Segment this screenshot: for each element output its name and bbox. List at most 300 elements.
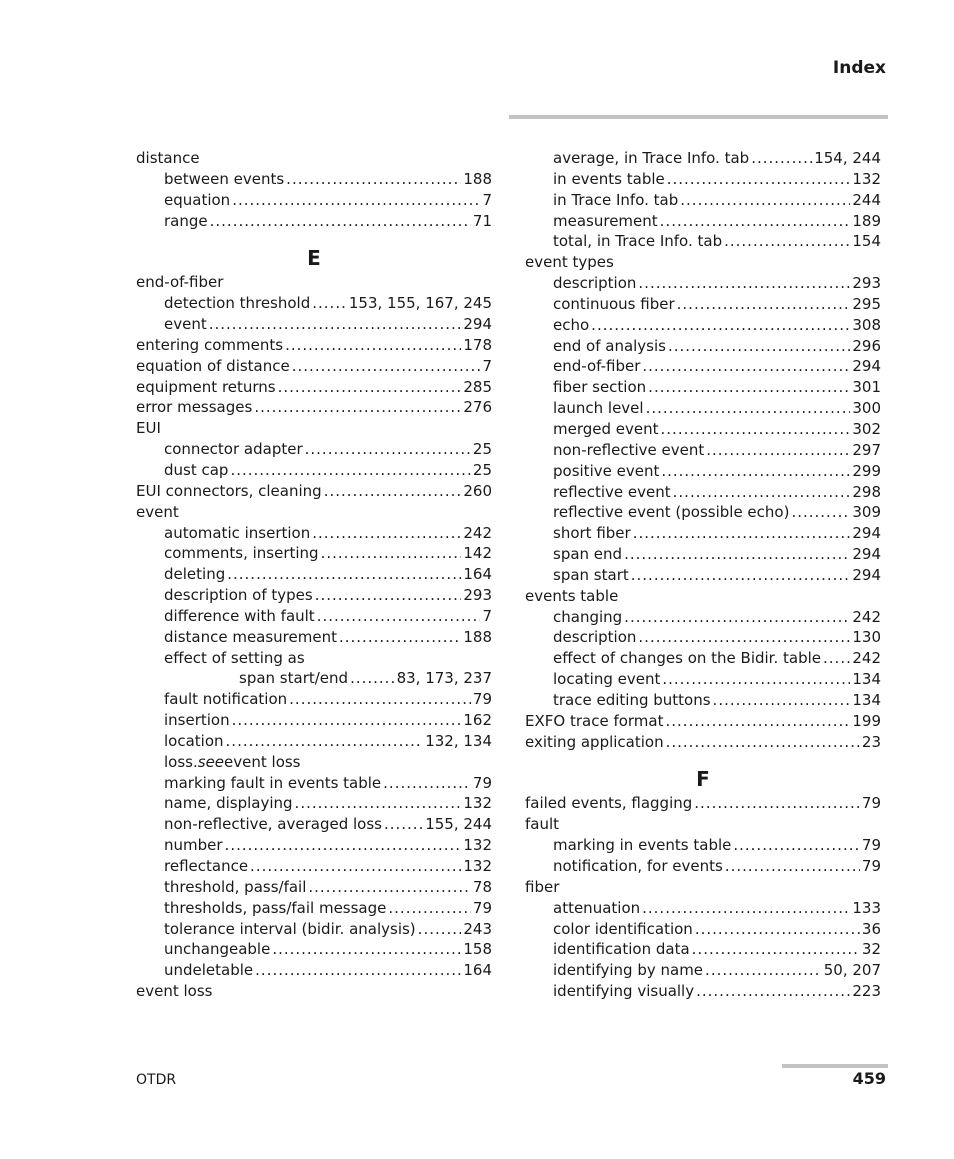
index-term: echo [553,315,590,334]
page-reference: 242 [852,649,881,668]
index-term: undeletable [164,961,254,980]
index-term: end of analysis [553,336,666,355]
index-term: non-reflective event [553,440,705,459]
index-term: average, in Trace Info. tab [553,149,750,167]
dot-leader [660,211,851,232]
index-entry [525,482,881,503]
index-entry [525,793,881,814]
page-reference: 302 [852,419,881,438]
index-term: equipment returns [136,377,276,396]
dot-leader [225,835,462,856]
index-entry [136,710,492,731]
index-entry [525,336,881,357]
dot-leader [666,732,860,753]
page-reference: 7 [482,606,492,625]
index-entry [136,543,492,564]
dot-leader [312,523,461,544]
index-entry [525,169,881,190]
index-entry [136,335,492,356]
index-term: description [553,274,637,293]
page-reference: 301 [852,378,881,397]
index-entry [525,856,881,877]
index-entry [525,627,881,648]
index-term: comments, inserting [164,544,319,563]
index-term: end-of-fiber [553,357,641,376]
index-term: notification, for events [553,857,723,875]
dot-leader [232,710,462,731]
dot-leader [232,190,480,211]
index-entry [525,607,881,628]
page-reference: 244 [852,190,881,209]
page-reference: 32 [861,940,881,959]
page-reference: 50, 207 [823,961,881,980]
index-term: difference with fault [164,606,315,625]
index-term: thresholds, pass/fail message [164,898,387,917]
dot-leader [633,523,851,544]
index-entry [525,398,881,419]
index-term: merged event [553,419,659,438]
page-reference: 7 [482,356,492,375]
page-reference: 25 [472,440,492,459]
index-term: identifying by name [553,961,704,980]
index-entry [136,397,492,418]
page-reference: 243 [463,919,492,938]
index-entry [525,440,881,461]
page-reference: 158 [463,940,492,959]
index-term: error messages [136,398,253,417]
index-entry [136,293,492,314]
index-entry [525,273,881,294]
index-term: locating event [553,670,661,689]
index-entry [525,565,881,586]
dot-leader [631,565,851,586]
dot-leader [210,211,471,232]
index-entry [525,732,881,753]
page-reference: 79 [472,898,492,917]
index-term: span start [553,565,629,584]
index-term: span start/end [239,669,349,688]
page-reference: 132 [463,836,492,855]
dot-leader [638,627,850,648]
index-entry [136,648,492,669]
page-reference: 154 [852,232,881,251]
index-entry [136,898,492,919]
dot-leader [591,315,850,336]
page-reference: 134 [852,670,881,689]
dot-leader [317,606,481,627]
index-term: event types [525,253,614,272]
dot-leader [315,585,462,606]
page-reference: 294 [852,524,881,543]
page-reference: 7 [482,190,492,209]
index-term: equation [164,190,231,209]
index-term: tolerance interval (bidir. analysis) [164,919,416,938]
page-reference: 79 [861,836,881,855]
index-entry [525,981,881,1002]
index-term: trace editing buttons [553,690,711,709]
index-entry [525,315,881,336]
index-entry [136,314,492,335]
page-reference: 164 [463,565,492,584]
dot-leader [751,148,812,169]
index-term: failed events, flagging [525,794,693,813]
dot-leader [388,898,471,919]
footer-rule [782,1064,888,1068]
index-entry [525,231,881,252]
page-reference: 308 [852,315,881,334]
index-entry [136,731,492,752]
index-term: identifying visually [553,982,695,1001]
index-entry [525,669,881,690]
index-term: marking fault in events table [164,773,382,792]
index-term: reflective event [553,482,671,501]
page-reference: 199 [852,711,881,730]
page-reference: 78 [472,877,492,896]
index-term: exiting application [525,732,664,751]
dot-leader [706,440,850,461]
dot-leader [321,543,462,564]
page-reference: 294 [463,315,492,334]
index-term: effect of setting as [164,648,305,667]
index-entry [136,377,492,398]
index-term: EUI connectors, cleaning [136,481,322,500]
index-term: fault [525,815,560,834]
index-column-right [525,148,881,1002]
dot-leader [646,398,851,419]
index-entry [525,502,881,523]
index-entry [136,668,492,689]
index-term: unchangeable [164,940,271,959]
dot-leader [285,335,461,356]
dot-leader [705,960,822,981]
index-term: location [164,731,224,750]
section-letter: F [696,767,710,792]
dot-leader [694,793,860,814]
index-term: connector adapter [164,440,303,459]
index-term: total, in Trace Info. tab [553,232,723,251]
footer-product-name: OTDR [136,1072,177,1088]
index-term: description [553,628,637,647]
index-term: EXFO trace format [525,711,664,730]
dot-leader [286,169,461,190]
dot-leader [713,690,851,711]
index-term: launch level [553,399,644,418]
index-term: color identification [553,919,693,938]
dot-leader [624,607,850,628]
index-entry [525,586,881,607]
index-term: equation of distance [136,356,290,375]
page-reference: 79 [861,794,881,813]
index-entry [136,439,492,460]
index-term: dust cap [164,460,229,479]
index-entry [136,585,492,606]
dot-leader [339,627,461,648]
page-reference: 79 [472,773,492,792]
page-reference: 132 [852,169,881,188]
index-entry [136,211,492,232]
dot-leader [295,793,462,814]
page-reference: 276 [463,398,492,417]
index-entry [525,939,881,960]
page-reference: 25 [472,460,492,479]
index-term: continuous fiber [553,294,675,313]
dot-leader [642,356,850,377]
index-term: short fiber [553,524,631,543]
index-entry [136,502,492,523]
index-entry [136,606,492,627]
index-term: between events [164,169,285,188]
page-reference: 79 [472,690,492,709]
index-entry [525,419,881,440]
index-entry [136,356,492,377]
dot-leader [692,939,860,960]
dot-leader [624,544,850,565]
page-reference: 133 [852,898,881,917]
index-entry [136,460,492,481]
index-term: event [136,502,179,521]
index-term: range [164,211,208,230]
dot-leader [292,356,481,377]
index-term: name, displaying [164,794,293,813]
dot-leader [227,564,461,585]
page-header-title: Index [832,58,886,78]
index-term: changing [553,607,623,626]
index-entry [136,564,492,585]
dot-leader [724,231,850,252]
dot-leader [638,273,850,294]
dot-leader [384,814,423,835]
index-entry [136,272,492,293]
page-reference: 300 [852,399,881,418]
index-term: event loss [136,982,213,1001]
page-reference: 294 [852,545,881,564]
dot-leader [254,397,461,418]
page-reference: 23 [861,732,881,751]
index-term: identification data [553,940,690,959]
dot-leader [661,419,851,440]
index-term: EUI [136,419,161,438]
dot-leader [350,668,395,689]
index-entry [136,773,492,794]
page-reference: 134 [852,690,881,709]
index-term: fault notification [164,690,288,709]
dot-leader [255,960,461,981]
index-entry [525,919,881,940]
page-reference: 188 [463,627,492,646]
page-reference: 294 [852,357,881,376]
dot-leader [673,482,851,503]
index-entry [525,690,881,711]
index-entry [525,835,881,856]
index-term: fiber section [553,378,647,397]
index-entry [136,793,492,814]
dot-leader [648,377,850,398]
index-entry [525,294,881,315]
dot-leader [418,919,462,940]
page-reference: 36 [861,919,881,938]
dot-leader [278,377,462,398]
index-term: deleting [164,565,226,584]
page-reference: 298 [852,482,881,501]
dot-leader [662,669,850,690]
index-entry [136,960,492,981]
index-entry [525,648,881,669]
dot-leader [696,981,850,1002]
index-entry [525,252,881,273]
page-reference: 285 [463,377,492,396]
index-entry [525,960,881,981]
index-term: description of types [164,586,313,605]
dot-leader [289,689,471,710]
page-reference: 296 [852,336,881,355]
dot-leader [230,460,470,481]
index-entry [136,856,492,877]
index-term: reflectance [164,857,249,875]
page-number: 459 [852,1069,886,1088]
page-reference: 294 [852,565,881,584]
index-term: number [164,836,223,855]
index-entry [136,939,492,960]
page-reference: 293 [852,274,881,293]
index-term: positive event [553,461,660,480]
dot-leader [642,898,850,919]
index-entry [136,523,492,544]
dot-leader [823,648,850,669]
index-entry [136,190,492,211]
index-entry [136,835,492,856]
index-entry [136,481,492,502]
dot-leader [668,336,850,357]
see-reference-word: see [197,752,225,771]
index-term: automatic insertion [164,523,311,542]
dot-leader [677,294,851,315]
index-term: reflective event (possible echo) [553,503,790,522]
page-reference: 130 [852,628,881,647]
dot-leader [733,835,860,856]
index-term: span end [553,545,623,564]
page-reference: 260 [463,481,492,500]
dot-leader [791,502,850,523]
page-reference: 223 [852,982,881,1001]
index-entry [136,877,492,898]
page-reference: 299 [852,461,881,480]
page-reference: 153, 155, 167, 245 [348,294,492,313]
index-term: measurement [553,211,658,230]
page-reference: 293 [463,586,492,605]
index-entry [525,523,881,544]
page-reference: 132 [463,794,492,813]
dot-leader [209,314,462,335]
dot-leader [226,731,424,752]
dot-leader [661,461,850,482]
page-reference: 79 [861,857,881,875]
index-entry [525,544,881,565]
index-entry [525,814,881,835]
page-reference: 142 [463,544,492,563]
index-term: events table [525,586,619,605]
page-reference: 164 [463,961,492,980]
index-term: fiber [525,877,560,896]
index-entry [136,689,492,710]
index-entry [525,898,881,919]
index-entry [136,148,492,169]
page-reference: 132, 134 [425,731,492,750]
index-term: effect of changes on the Bidir. table [553,649,822,668]
index-term: non-reflective, averaged loss [164,815,382,834]
page-reference: 297 [852,440,881,459]
index-entry [525,377,881,398]
index-term: entering comments [136,335,284,354]
index-term: attenuation [553,898,641,917]
page-reference: 189 [852,211,881,230]
index-term: loss. [164,752,198,771]
dot-leader [250,856,461,877]
index-entry [136,418,492,439]
index-entry [525,461,881,482]
index-entry [525,877,881,898]
page-reference: 295 [852,294,881,313]
page-reference: 242 [463,523,492,542]
index-entry [136,169,492,190]
index-entry [136,814,492,835]
page-reference: 309 [852,503,881,522]
page-reference: 154, 244 [814,149,881,167]
dot-leader [383,773,471,794]
dot-leader [725,856,860,877]
index-term: in events table [553,169,665,188]
index-term: threshold, pass/fail [164,877,307,896]
page-reference: 162 [463,711,492,730]
index-entry [525,711,881,732]
index-term: distance measurement [164,627,337,646]
section-letter: E [307,246,321,271]
index-term: marking in events table [553,836,732,855]
page-reference: 155, 244 [425,815,492,834]
index-column-left [136,148,492,1002]
index-entry [136,627,492,648]
index-term: end-of-fiber [136,273,224,292]
index-entry [136,919,492,940]
index-entry [525,190,881,211]
dot-leader [305,439,471,460]
dot-leader [324,481,462,502]
index-entry [136,752,492,773]
index-term: event [164,315,207,334]
see-reference-target: event loss [224,752,301,771]
dot-leader [680,190,850,211]
page-reference: 178 [463,335,492,354]
index-entry [525,356,881,377]
dot-leader [667,169,851,190]
page-reference: 188 [463,169,492,188]
index-entry [525,211,881,232]
index-term: insertion [164,711,230,730]
page-reference: 83, 173, 237 [396,669,492,688]
dot-leader [272,939,461,960]
index-entry [525,148,881,169]
page-reference: 71 [472,211,492,230]
dot-leader [666,711,851,732]
dot-leader [308,877,471,898]
index-term: distance [136,149,200,167]
page-reference: 132 [463,857,492,875]
dot-leader [695,919,860,940]
header-rule [509,115,888,119]
index-term: detection threshold [164,294,311,313]
index-term: in Trace Info. tab [553,190,679,209]
page-reference: 242 [852,607,881,626]
dot-leader [312,293,347,314]
